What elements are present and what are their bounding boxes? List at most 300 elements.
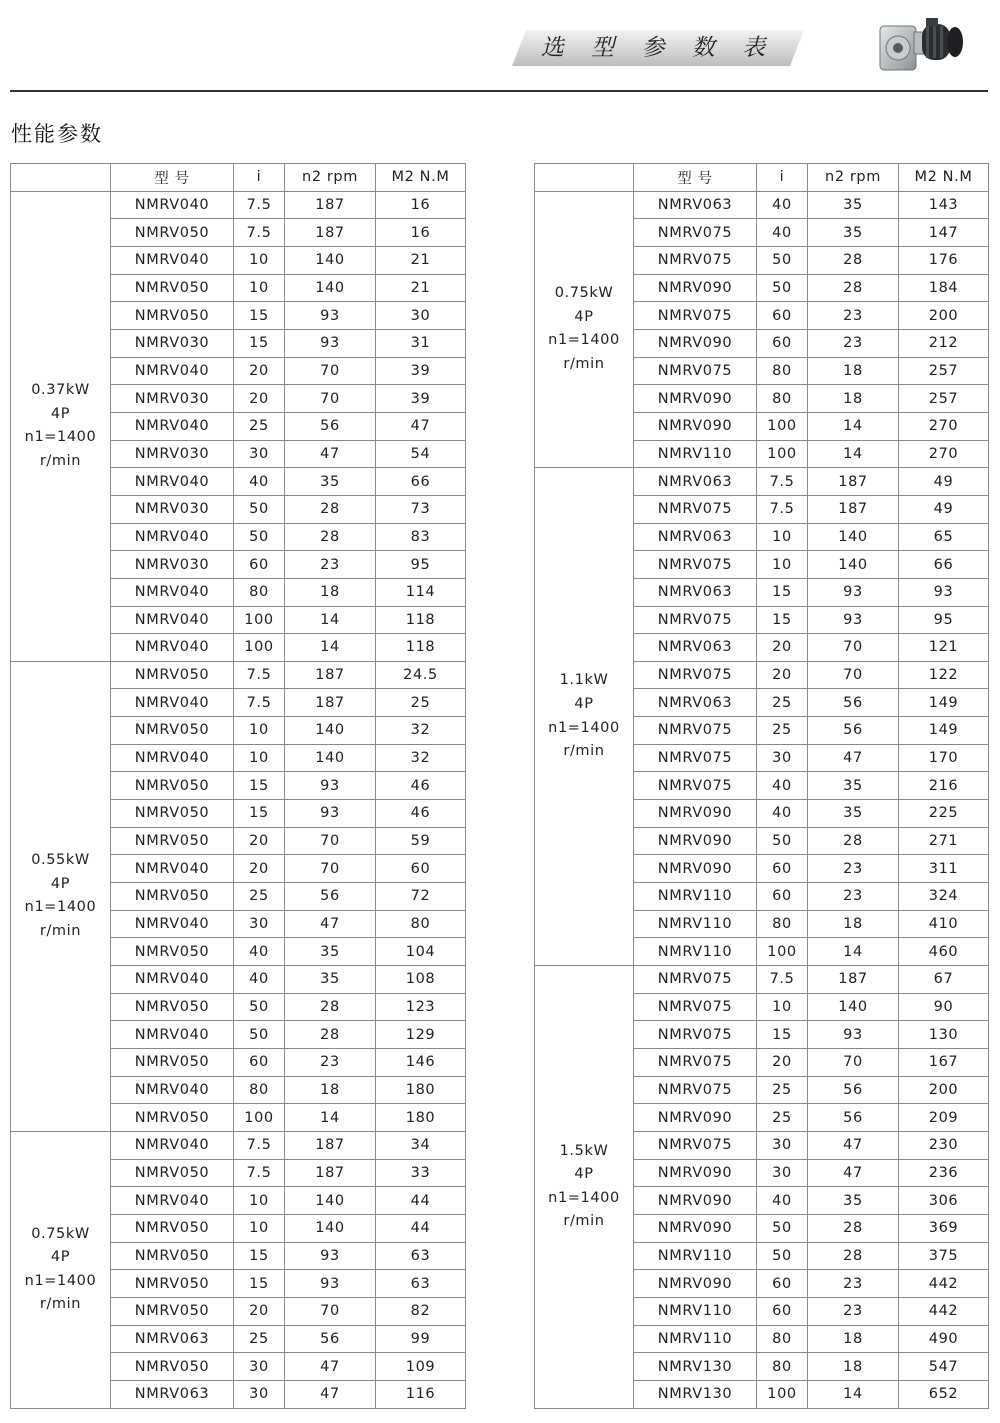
ratio-cell: 80 [757, 385, 808, 413]
motor-power: 1.5kW [559, 1142, 609, 1159]
speed-unit: r/min [563, 1213, 605, 1230]
torque-cell: 149 [899, 717, 989, 745]
ratio-cell: 15 [234, 772, 285, 800]
model-cell: NMRV050 [111, 1353, 234, 1381]
ratio-cell: 7.5 [757, 468, 808, 496]
column-header-model: 型 号 [634, 164, 757, 192]
ratio-cell: 50 [234, 993, 285, 1021]
model-cell: NMRV075 [634, 993, 757, 1021]
torque-cell: 49 [899, 495, 989, 523]
ratio-cell: 15 [757, 578, 808, 606]
model-cell: NMRV040 [111, 578, 234, 606]
input-speed: n1=1400 [548, 719, 620, 736]
torque-cell: 306 [899, 1187, 989, 1215]
ratio-cell: 15 [234, 1270, 285, 1298]
output-speed-cell: 56 [285, 412, 376, 440]
speed-unit: r/min [39, 1296, 82, 1313]
output-speed-cell: 35 [285, 938, 376, 966]
model-cell: NMRV075 [634, 1049, 757, 1077]
torque-cell: 490 [899, 1325, 989, 1353]
output-speed-cell: 23 [808, 883, 899, 911]
motor-group-cell [11, 191, 111, 661]
model-cell: NMRV075 [634, 495, 757, 523]
torque-cell: 32 [376, 717, 466, 745]
output-speed-cell: 56 [285, 1325, 376, 1353]
output-speed-cell: 93 [285, 772, 376, 800]
table-row [11, 1131, 466, 1159]
output-speed-cell: 56 [808, 1104, 899, 1132]
ratio-cell: 30 [234, 1380, 285, 1408]
ratio-cell: 25 [234, 412, 285, 440]
ratio-cell: 7.5 [234, 191, 285, 219]
output-speed-cell: 70 [808, 1049, 899, 1077]
output-speed-cell: 47 [808, 1159, 899, 1187]
torque-cell: 257 [899, 385, 989, 413]
torque-cell: 176 [899, 246, 989, 274]
ratio-cell: 15 [234, 800, 285, 828]
output-speed-cell: 93 [285, 1242, 376, 1270]
column-header-output-speed: n2 rpm [808, 164, 899, 192]
ratio-cell: 30 [234, 440, 285, 468]
output-speed-cell: 140 [285, 717, 376, 745]
output-speed-cell: 140 [285, 1187, 376, 1215]
output-speed-cell: 23 [808, 1297, 899, 1325]
model-cell: NMRV050 [111, 1242, 234, 1270]
output-speed-cell: 35 [285, 468, 376, 496]
output-speed-cell: 14 [808, 938, 899, 966]
speed-unit: r/min [563, 743, 605, 760]
model-cell: NMRV075 [634, 606, 757, 634]
model-cell: NMRV040 [111, 689, 234, 717]
header-banner [510, 28, 806, 68]
output-speed-cell: 187 [808, 468, 899, 496]
ratio-cell: 60 [234, 551, 285, 579]
torque-cell: 21 [376, 274, 466, 302]
ratio-cell: 10 [234, 717, 285, 745]
output-speed-cell: 23 [808, 302, 899, 330]
model-cell: NMRV110 [634, 938, 757, 966]
output-speed-cell: 28 [808, 1242, 899, 1270]
torque-cell: 147 [899, 219, 989, 247]
output-speed-cell: 14 [808, 1380, 899, 1408]
ratio-cell: 50 [757, 827, 808, 855]
output-speed-cell: 70 [808, 661, 899, 689]
output-speed-cell: 93 [285, 800, 376, 828]
torque-cell: 180 [376, 1076, 466, 1104]
model-cell: NMRV090 [634, 1214, 757, 1242]
model-cell: NMRV075 [634, 744, 757, 772]
output-speed-cell: 18 [808, 385, 899, 413]
model-cell: NMRV050 [111, 661, 234, 689]
column-header-torque: M2 N.M [899, 164, 989, 192]
model-cell: NMRV030 [111, 385, 234, 413]
output-speed-cell: 28 [285, 523, 376, 551]
output-speed-cell: 93 [808, 1021, 899, 1049]
output-speed-cell: 187 [285, 1159, 376, 1187]
motor-poles: 4P [574, 1166, 594, 1183]
ratio-cell: 20 [757, 661, 808, 689]
motor-group-cell [535, 468, 634, 966]
output-speed-cell: 23 [808, 855, 899, 883]
motor-power: 1.1kW [559, 672, 609, 689]
ratio-cell: 7.5 [234, 689, 285, 717]
output-speed-cell: 35 [808, 219, 899, 247]
ratio-cell: 40 [234, 966, 285, 994]
motor-group-cell [535, 966, 634, 1409]
ratio-cell: 30 [757, 1159, 808, 1187]
torque-cell: 143 [899, 191, 989, 219]
model-cell: NMRV130 [634, 1380, 757, 1408]
ratio-cell: 60 [757, 1270, 808, 1298]
ratio-cell: 80 [757, 357, 808, 385]
output-speed-cell: 23 [285, 551, 376, 579]
model-cell: NMRV075 [634, 1131, 757, 1159]
torque-cell: 123 [376, 993, 466, 1021]
output-speed-cell: 93 [285, 302, 376, 330]
model-cell: NMRV050 [111, 800, 234, 828]
ratio-cell: 10 [234, 246, 285, 274]
torque-cell: 39 [376, 385, 466, 413]
ratio-cell: 50 [757, 1242, 808, 1270]
output-speed-cell: 14 [285, 1104, 376, 1132]
torque-cell: 121 [899, 634, 989, 662]
torque-cell: 16 [376, 219, 466, 247]
model-cell: NMRV110 [634, 1325, 757, 1353]
torque-cell: 118 [376, 606, 466, 634]
model-cell: NMRV063 [111, 1325, 234, 1353]
torque-cell: 375 [899, 1242, 989, 1270]
model-cell: NMRV040 [111, 855, 234, 883]
model-cell: NMRV110 [634, 883, 757, 911]
torque-cell: 270 [899, 440, 989, 468]
model-cell: NMRV090 [634, 855, 757, 883]
output-speed-cell: 187 [285, 219, 376, 247]
ratio-cell: 10 [234, 274, 285, 302]
table-row [535, 468, 989, 496]
input-speed: n1=1400 [24, 429, 97, 446]
output-speed-cell: 18 [808, 910, 899, 938]
torque-cell: 31 [376, 329, 466, 357]
ratio-cell: 20 [757, 634, 808, 662]
ratio-cell: 15 [234, 302, 285, 330]
output-speed-cell: 140 [808, 523, 899, 551]
ratio-cell: 10 [234, 1214, 285, 1242]
ratio-cell: 20 [234, 827, 285, 855]
ratio-cell: 15 [757, 1021, 808, 1049]
model-cell: NMRV090 [634, 1270, 757, 1298]
ratio-cell: 30 [757, 744, 808, 772]
speed-unit: r/min [39, 922, 82, 939]
ratio-cell: 80 [757, 1353, 808, 1381]
output-speed-cell: 28 [808, 827, 899, 855]
torque-cell: 108 [376, 966, 466, 994]
ratio-cell: 100 [234, 1104, 285, 1132]
output-speed-cell: 47 [808, 744, 899, 772]
torque-cell: 39 [376, 357, 466, 385]
model-cell: NMRV075 [634, 717, 757, 745]
ratio-cell: 20 [234, 357, 285, 385]
torque-cell: 44 [376, 1187, 466, 1215]
model-cell: NMRV075 [634, 966, 757, 994]
input-speed: n1=1400 [548, 1189, 620, 1206]
table-row [535, 966, 989, 994]
model-cell: NMRV040 [111, 412, 234, 440]
model-cell: NMRV063 [634, 191, 757, 219]
torque-cell: 104 [376, 938, 466, 966]
ratio-cell: 40 [234, 468, 285, 496]
ratio-cell: 20 [234, 385, 285, 413]
model-cell: NMRV040 [111, 910, 234, 938]
ratio-cell: 25 [757, 1104, 808, 1132]
output-speed-cell: 70 [808, 634, 899, 662]
ratio-cell: 50 [234, 1021, 285, 1049]
torque-cell: 46 [376, 800, 466, 828]
model-cell: NMRV050 [111, 883, 234, 911]
output-speed-cell: 28 [285, 495, 376, 523]
ratio-cell: 10 [757, 551, 808, 579]
model-cell: NMRV090 [634, 1187, 757, 1215]
torque-cell: 311 [899, 855, 989, 883]
ratio-cell: 10 [234, 1187, 285, 1215]
header-divider [10, 90, 988, 92]
model-cell: NMRV110 [634, 910, 757, 938]
output-speed-cell: 18 [808, 357, 899, 385]
motor-group-cell [535, 191, 634, 468]
torque-cell: 95 [376, 551, 466, 579]
torque-cell: 72 [376, 883, 466, 911]
torque-cell: 60 [376, 855, 466, 883]
model-cell: NMRV050 [111, 1214, 234, 1242]
ratio-cell: 30 [234, 910, 285, 938]
model-cell: NMRV063 [634, 523, 757, 551]
model-cell: NMRV050 [111, 274, 234, 302]
output-speed-cell: 14 [808, 412, 899, 440]
model-cell: NMRV050 [111, 938, 234, 966]
model-cell: NMRV090 [634, 827, 757, 855]
output-speed-cell: 56 [808, 1076, 899, 1104]
model-cell: NMRV050 [111, 772, 234, 800]
output-speed-cell: 187 [285, 191, 376, 219]
output-speed-cell: 35 [808, 191, 899, 219]
speed-unit: r/min [39, 452, 82, 469]
model-cell: NMRV110 [634, 1297, 757, 1325]
table-row [535, 191, 989, 219]
model-cell: NMRV040 [111, 634, 234, 662]
column-header-ratio: i [234, 164, 285, 192]
ratio-cell: 15 [234, 329, 285, 357]
ratio-cell: 7.5 [234, 1159, 285, 1187]
output-speed-cell: 70 [285, 1297, 376, 1325]
ratio-cell: 7.5 [757, 495, 808, 523]
torque-cell: 184 [899, 274, 989, 302]
torque-cell: 167 [899, 1049, 989, 1077]
ratio-cell: 20 [757, 1049, 808, 1077]
output-speed-cell: 187 [808, 966, 899, 994]
torque-cell: 63 [376, 1270, 466, 1298]
torque-cell: 34 [376, 1131, 466, 1159]
model-cell: NMRV050 [111, 219, 234, 247]
ratio-cell: 10 [757, 993, 808, 1021]
output-speed-cell: 28 [285, 1021, 376, 1049]
ratio-cell: 60 [234, 1049, 285, 1077]
output-speed-cell: 23 [285, 1049, 376, 1077]
model-cell: NMRV063 [634, 689, 757, 717]
ratio-cell: 40 [757, 800, 808, 828]
torque-cell: 180 [376, 1104, 466, 1132]
model-cell: NMRV075 [634, 302, 757, 330]
torque-cell: 200 [899, 1076, 989, 1104]
model-cell: NMRV050 [111, 827, 234, 855]
torque-cell: 93 [899, 578, 989, 606]
model-cell: NMRV090 [634, 329, 757, 357]
ratio-cell: 20 [234, 855, 285, 883]
torque-cell: 67 [899, 966, 989, 994]
model-cell: NMRV063 [634, 578, 757, 606]
torque-cell: 118 [376, 634, 466, 662]
torque-cell: 200 [899, 302, 989, 330]
output-speed-cell: 35 [808, 800, 899, 828]
torque-cell: 66 [376, 468, 466, 496]
output-speed-cell: 35 [285, 966, 376, 994]
output-speed-cell: 47 [285, 1380, 376, 1408]
ratio-cell: 10 [234, 744, 285, 772]
torque-cell: 369 [899, 1214, 989, 1242]
model-cell: NMRV090 [634, 1104, 757, 1132]
torque-cell: 212 [899, 329, 989, 357]
ratio-cell: 60 [757, 855, 808, 883]
ratio-cell: 7.5 [234, 1131, 285, 1159]
model-cell: NMRV040 [111, 523, 234, 551]
ratio-cell: 20 [234, 1297, 285, 1325]
torque-cell: 230 [899, 1131, 989, 1159]
model-cell: NMRV040 [111, 744, 234, 772]
model-cell: NMRV090 [634, 412, 757, 440]
torque-cell: 170 [899, 744, 989, 772]
motor-group-cell [11, 661, 111, 1131]
output-speed-cell: 140 [285, 1214, 376, 1242]
model-cell: NMRV040 [111, 1076, 234, 1104]
model-cell: NMRV030 [111, 440, 234, 468]
ratio-cell: 100 [234, 606, 285, 634]
output-speed-cell: 56 [285, 883, 376, 911]
output-speed-cell: 14 [285, 634, 376, 662]
table-body-left [11, 191, 466, 1408]
torque-cell: 80 [376, 910, 466, 938]
torque-cell: 129 [376, 1021, 466, 1049]
model-cell: NMRV050 [111, 717, 234, 745]
ratio-cell: 80 [757, 1325, 808, 1353]
model-cell: NMRV040 [111, 1021, 234, 1049]
model-cell: NMRV040 [111, 357, 234, 385]
output-speed-cell: 28 [808, 274, 899, 302]
model-cell: NMRV030 [111, 551, 234, 579]
ratio-cell: 100 [757, 412, 808, 440]
output-speed-cell: 187 [285, 689, 376, 717]
ratio-cell: 100 [757, 938, 808, 966]
torque-cell: 149 [899, 689, 989, 717]
output-speed-cell: 93 [285, 329, 376, 357]
torque-cell: 54 [376, 440, 466, 468]
torque-cell: 44 [376, 1214, 466, 1242]
ratio-cell: 25 [757, 1076, 808, 1104]
output-speed-cell: 47 [285, 1353, 376, 1381]
torque-cell: 47 [376, 412, 466, 440]
torque-cell: 66 [899, 551, 989, 579]
model-cell: NMRV063 [634, 468, 757, 496]
torque-cell: 114 [376, 578, 466, 606]
model-cell: NMRV050 [111, 1159, 234, 1187]
torque-cell: 130 [899, 1021, 989, 1049]
output-speed-cell: 28 [285, 993, 376, 1021]
ratio-cell: 25 [234, 1325, 285, 1353]
model-cell: NMRV075 [634, 551, 757, 579]
motor-power: 0.55kW [31, 852, 90, 869]
ratio-cell: 100 [757, 440, 808, 468]
torque-cell: 209 [899, 1104, 989, 1132]
torque-cell: 324 [899, 883, 989, 911]
ratio-cell: 40 [234, 938, 285, 966]
model-cell: NMRV075 [634, 246, 757, 274]
output-speed-cell: 47 [285, 910, 376, 938]
output-speed-cell: 47 [285, 440, 376, 468]
model-cell: NMRV075 [634, 357, 757, 385]
ratio-cell: 60 [757, 1297, 808, 1325]
table-row [11, 191, 466, 219]
ratio-cell: 80 [234, 578, 285, 606]
ratio-cell: 7.5 [757, 966, 808, 994]
model-cell: NMRV050 [111, 302, 234, 330]
spec-table-right [534, 163, 989, 1409]
torque-cell: 271 [899, 827, 989, 855]
torque-cell: 547 [899, 1353, 989, 1381]
table-header-row [535, 164, 989, 192]
table-row [11, 661, 466, 689]
motor-poles: 4P [574, 308, 594, 325]
output-speed-cell: 70 [285, 385, 376, 413]
output-speed-cell: 93 [285, 1270, 376, 1298]
output-speed-cell: 18 [808, 1353, 899, 1381]
output-speed-cell: 140 [808, 551, 899, 579]
torque-cell: 652 [899, 1380, 989, 1408]
output-speed-cell: 140 [285, 274, 376, 302]
ratio-cell: 50 [757, 1214, 808, 1242]
ratio-cell: 10 [757, 523, 808, 551]
column-header-torque: M2 N.M [376, 164, 466, 192]
speed-unit: r/min [563, 356, 605, 373]
torque-cell: 49 [899, 468, 989, 496]
motor-power: 0.37kW [31, 382, 90, 399]
model-cell: NMRV050 [111, 1297, 234, 1325]
ratio-cell: 80 [757, 910, 808, 938]
gear-reducer-icon [876, 10, 966, 78]
torque-cell: 99 [376, 1325, 466, 1353]
model-cell: NMRV075 [634, 772, 757, 800]
output-speed-cell: 56 [808, 717, 899, 745]
torque-cell: 30 [376, 302, 466, 330]
torque-cell: 270 [899, 412, 989, 440]
torque-cell: 236 [899, 1159, 989, 1187]
torque-cell: 24.5 [376, 661, 466, 689]
motor-poles: 4P [50, 875, 71, 892]
torque-cell: 442 [899, 1270, 989, 1298]
output-speed-cell: 18 [285, 578, 376, 606]
model-cell: NMRV063 [634, 634, 757, 662]
model-cell: NMRV040 [111, 606, 234, 634]
group-header-cell [11, 164, 111, 192]
torque-cell: 410 [899, 910, 989, 938]
output-speed-cell: 93 [808, 606, 899, 634]
torque-cell: 225 [899, 800, 989, 828]
